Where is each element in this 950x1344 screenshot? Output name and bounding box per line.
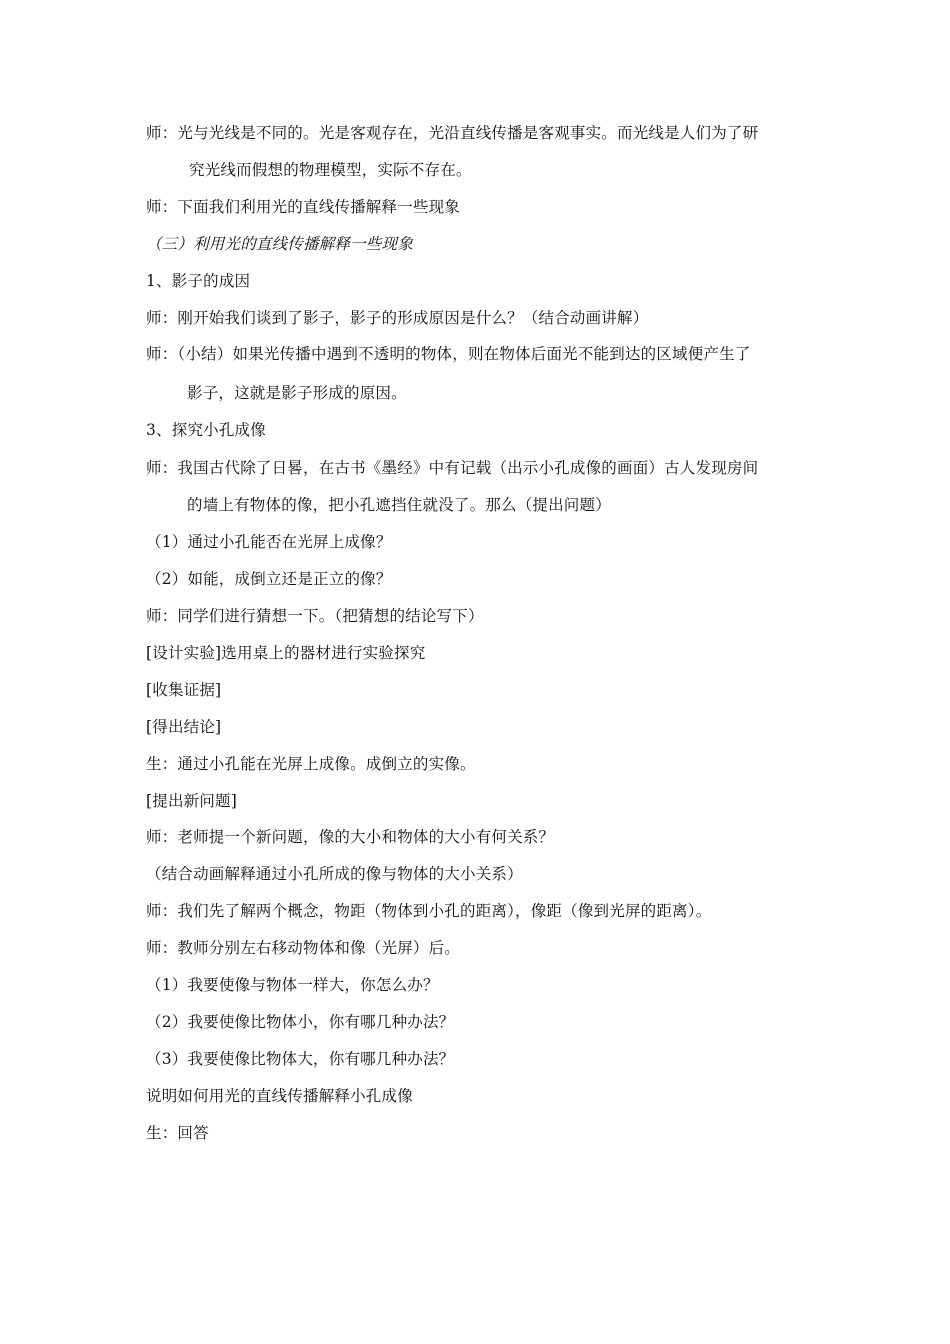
list-item: （3）我要使像比物体大，你有哪几种办法？	[146, 1050, 455, 1068]
paragraph-line: [收集证据]	[146, 681, 222, 699]
paragraph-line: 师：刚开始我们谈到了影子，影子的形成原因是什么？（结合动画讲解）	[146, 309, 649, 327]
paragraph-line: 生：通过小孔能在光屏上成像。成倒立的实像。	[146, 755, 476, 773]
section-heading: （三）利用光的直线传播解释一些现象	[146, 235, 413, 253]
paragraph-line: 影子，这就是影子形成的原因。	[187, 384, 407, 402]
paragraph-line: 师：光与光线是不同的。光是客观存在，光沿直线传播是客观事实。而光线是人们为了研	[146, 124, 759, 142]
paragraph-line: 生：回答	[146, 1124, 209, 1142]
paragraph-line: 师：同学们进行猜想一下。（把猜想的结论写下）	[146, 607, 484, 625]
paragraph-line: 师：（小结）如果光传播中遇到不透明的物体，则在物体后面光不能到达的区域便产生了	[146, 345, 751, 363]
list-item: （2）我要使像比物体小，你有哪几种办法？	[146, 1013, 455, 1031]
paragraph-line: 的墙上有物体的像，把小孔遮挡住就没了。那么（提出问题）	[187, 496, 611, 514]
paragraph-line: 师：我国古代除了日晷，在古书《墨经》中有记载（出示小孔成像的画面）古人发现房间	[146, 459, 759, 477]
paragraph-line: （结合动画解释通过小孔所成的像与物体的大小关系）	[146, 865, 523, 883]
paragraph-line: 师：老师提一个新问题，像的大小和物体的大小有何关系？	[146, 828, 555, 846]
subsection-heading: 3、探究小孔成像	[146, 421, 266, 439]
paragraph-line: [得出结论]	[146, 718, 222, 736]
list-item: （2）如能，成倒立还是正立的像？	[146, 570, 392, 588]
paragraph-line: [设计实验]选用桌上的器材进行实验探究	[146, 644, 426, 662]
list-item: （1）我要使像与物体一样大，你怎么办？	[146, 976, 439, 994]
paragraph-line: 师：我们先了解两个概念，物距（物体到小孔的距离），像距（像到光屏的距离）。	[146, 902, 712, 920]
paragraph-line: 究光线而假想的物理模型，实际不存在。	[189, 161, 472, 179]
paragraph-line: 师：教师分别左右移动物体和像（光屏）后。	[146, 939, 461, 957]
paragraph-line: [提出新问题]	[146, 792, 237, 810]
list-item: （1）通过小孔能否在光屏上成像？	[146, 533, 392, 551]
paragraph-line: 说明如何用光的直线传播解释小孔成像	[146, 1087, 413, 1105]
paragraph-line: 师：下面我们利用光的直线传播解释一些现象	[146, 198, 461, 216]
subsection-heading: 1、影子的成因	[146, 272, 251, 290]
